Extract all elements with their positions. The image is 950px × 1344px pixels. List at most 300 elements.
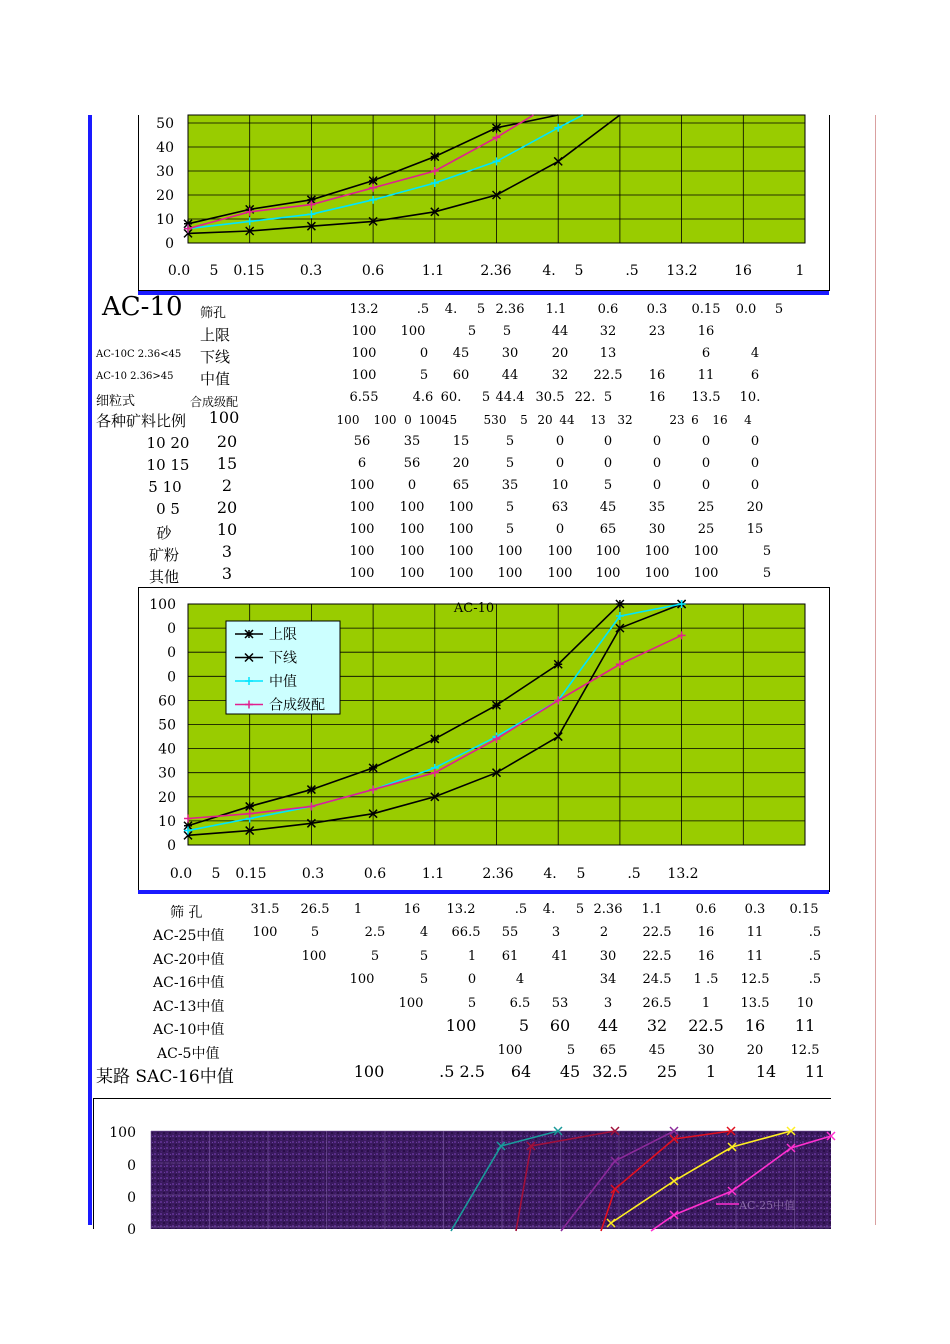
table-cell: 100: [445, 1016, 477, 1035]
table-cell: 100: [448, 566, 474, 581]
table-cell: 6.5: [509, 995, 531, 1011]
table-cell: 100: [399, 566, 425, 581]
table-cell: 100: [399, 522, 425, 537]
table-cell: 44.4: [495, 390, 525, 405]
table-cell: 6: [357, 456, 367, 471]
chart-3-y-tick: 0: [127, 1158, 136, 1174]
chart-2-y-tick: 100: [149, 597, 176, 613]
table-cell: 32: [617, 413, 633, 427]
chart-1-x-tick: 4.: [542, 263, 556, 279]
chart-1-y-tick: 30: [156, 164, 174, 180]
table-cell: 100: [349, 522, 375, 537]
mix-ratio: 2: [221, 476, 233, 495]
table-cell: 16: [697, 925, 715, 940]
chart-2-x-tick: 5: [576, 866, 586, 882]
table-cell: 0: [701, 456, 711, 471]
table-row: [0, 500, 950, 522]
mix-ratio: 10: [216, 520, 238, 539]
chart-1-y-tick: 20: [156, 188, 174, 204]
chart-2-x-tick: 1.1: [421, 866, 445, 882]
chart-2-y-tick: 60: [158, 693, 176, 710]
table-cell: 5: [505, 434, 515, 449]
table-cell: 20: [746, 1042, 764, 1058]
table-cell: 35: [403, 434, 421, 449]
table-cell: 56: [403, 456, 421, 471]
table-row: [0, 390, 950, 412]
table-cell: 15: [746, 522, 764, 537]
table-cell: 20: [537, 413, 553, 427]
table-cell: 41: [551, 948, 569, 964]
table-cell: 64: [510, 1062, 532, 1081]
table-cell: 34: [599, 972, 617, 987]
row-label: AC-16中值: [153, 975, 225, 991]
table-cell: 6: [750, 368, 760, 383]
chart-2-x-tick: 5: [211, 866, 221, 882]
table-cell: 44: [559, 413, 575, 427]
table-cell: 100: [595, 566, 621, 581]
table-cell: 11: [746, 948, 764, 964]
table-cell: 0: [419, 346, 429, 361]
table-cell: 5: [603, 478, 613, 493]
table-cell: 30: [599, 948, 617, 964]
chart-3-y-tick: 0: [127, 1222, 136, 1238]
table-cell: 61: [501, 948, 519, 964]
table-cell: 55: [501, 925, 519, 940]
table-cell: 100: [351, 324, 377, 339]
table-cell: 530: [483, 413, 507, 427]
chart-2-x-tick: 2.36: [482, 866, 514, 882]
chart-2-legend-label: 上限: [269, 627, 297, 643]
chart-1-point: [431, 153, 439, 161]
table-cell: 0: [652, 434, 662, 449]
chart-2-bottom-bar: [138, 890, 829, 894]
table-cell: 1: [705, 1062, 717, 1081]
table-cell: .5: [514, 902, 528, 917]
table-cell: 5: [419, 368, 429, 383]
table-cell: 25: [697, 522, 715, 537]
table-cell: 100: [644, 544, 670, 559]
table-cell: 22.5: [642, 925, 672, 940]
mix-name: 其他: [148, 568, 180, 586]
table-cell: 0.15: [789, 902, 819, 917]
table-cell: 26.5: [642, 995, 672, 1011]
chart-1-x-tick: 16: [734, 263, 752, 279]
row-prefix: 细粒式: [96, 394, 136, 409]
chart-2-legend-label: 合成级配: [269, 697, 325, 714]
table-cell: .5 2.5: [439, 1062, 485, 1081]
table-cell: 3: [551, 925, 561, 940]
table-cell: 4.: [542, 902, 556, 917]
table-cell: 53: [551, 995, 569, 1011]
table-cell: 1: [353, 902, 363, 917]
chart-2-plot: [139, 588, 829, 891]
table-cell: 0: [701, 434, 711, 449]
table-cell: 12.5: [740, 972, 770, 987]
table-row: [0, 456, 950, 478]
table-cell: 5: [566, 1042, 576, 1058]
chart-3-y-tick: 100: [109, 1125, 136, 1141]
table-cell: 4: [750, 346, 760, 361]
table-cell: 2.36: [593, 902, 623, 917]
row-prefix: AC-10 2.36>45: [96, 371, 174, 382]
chart-1-x-tick: 0.0: [167, 263, 191, 279]
chart-2-x-tick: 13.2: [667, 866, 699, 882]
table-row: [0, 346, 950, 368]
table-cell: 20: [551, 346, 569, 361]
table-cell: 100: [349, 500, 375, 515]
table-cell: 100: [497, 1042, 523, 1058]
table-cell: 32: [599, 324, 617, 339]
table-cell: 0: [555, 456, 565, 471]
table-cell: 65: [599, 1042, 617, 1058]
table-cell: 5: [419, 972, 429, 987]
chart-1-x-tick: 0.15: [233, 263, 265, 279]
chart-1-x-tick: 0.3: [299, 263, 323, 279]
chart-1-plot: [139, 115, 829, 290]
chart-3: [93, 1098, 831, 1238]
table-row: [0, 302, 950, 324]
mix-ratio: 20: [216, 432, 238, 451]
table-row: [0, 972, 950, 994]
table-cell: .5: [808, 948, 822, 964]
table-row: [0, 949, 950, 971]
table-cell: 4.: [444, 302, 458, 317]
row-label: AC-10中值: [153, 1022, 225, 1038]
table-cell: 44: [501, 368, 519, 383]
table-cell: 0: [701, 478, 711, 493]
table-cell: 10: [551, 478, 569, 493]
table-cell: 22.5: [593, 368, 623, 383]
table-cell: 16: [697, 324, 715, 339]
table-cell: 5: [481, 390, 491, 405]
table-cell: 16: [648, 368, 666, 383]
table-cell: 5: [419, 948, 429, 964]
row-label: AC-13中值: [153, 998, 225, 1015]
table-cell: 4: [419, 925, 429, 940]
table-cell: 100: [595, 544, 621, 559]
table-cell: 32: [646, 1016, 668, 1035]
table-cell: 0: [750, 478, 760, 493]
chart-2-legend-label: 中值: [269, 674, 297, 690]
table-cell: 11: [804, 1062, 826, 1081]
table-cell: 0: [652, 478, 662, 493]
table-cell: 100: [349, 478, 375, 493]
mix-ratio: 3: [221, 564, 233, 583]
row-label: 下线: [200, 348, 231, 366]
table-row: [0, 1016, 950, 1041]
chart-2-point: [616, 600, 624, 608]
table-cell: 6: [691, 413, 699, 427]
table-cell: 44: [597, 1016, 619, 1035]
table-cell: 65: [452, 478, 470, 493]
table-cell: 0: [652, 456, 662, 471]
table-cell: 1: [701, 995, 711, 1011]
table-row: [0, 544, 950, 566]
table-cell: 1.1: [545, 302, 567, 317]
chart-2-point: [307, 786, 315, 794]
chart-3-y-tick: 0: [127, 1190, 136, 1206]
table-cell: 10.: [739, 390, 761, 405]
table-cell: 16: [648, 390, 666, 405]
table-cell: 5: [502, 324, 512, 339]
mix-name: 砂: [156, 524, 172, 542]
table-cell: 5: [774, 302, 784, 317]
table-cell: 100: [399, 500, 425, 515]
table-cell: 0: [555, 434, 565, 449]
table-cell: 4.6: [412, 390, 434, 405]
mix-name: 0 5: [156, 500, 180, 518]
mix-name: 10 20: [146, 434, 190, 452]
table-cell: 15: [452, 434, 470, 449]
table-cell: 10045: [418, 413, 458, 427]
table-cell: 44: [551, 324, 569, 339]
chart-1-x-tick: 0.6: [361, 263, 385, 279]
table-cell: 23: [669, 413, 685, 427]
table-cell: 100: [693, 544, 719, 559]
table-cell: 100: [497, 544, 523, 559]
row-label: 上限: [200, 326, 231, 344]
chart-1-x-tick: 5: [209, 263, 219, 279]
table-cell: 45: [599, 500, 617, 515]
table-cell: 100: [547, 566, 573, 581]
table-cell: 45: [648, 1042, 666, 1058]
table-cell: 20: [452, 456, 470, 471]
table-cell: 60.: [440, 390, 462, 405]
table-row: [0, 566, 950, 588]
chart-1-y-tick: 0: [165, 236, 174, 252]
table-cell: 6.55: [349, 390, 379, 405]
table-cell: 100: [351, 346, 377, 361]
row-label: 合成级配: [190, 395, 239, 409]
table-row: [0, 478, 950, 500]
chart-2-y-tick: 0: [167, 621, 176, 638]
table-cell: 26.5: [300, 902, 330, 917]
table-cell: 13.5: [740, 995, 770, 1011]
table-cell: 30: [501, 346, 519, 361]
table-cell: 5: [505, 500, 515, 515]
table-cell: 35: [648, 500, 666, 515]
table-cell: 35: [501, 478, 519, 493]
mix-ratio: 3: [221, 542, 233, 561]
table-cell: 100: [252, 925, 278, 940]
table-cell: 3: [603, 995, 613, 1011]
table-cell: 100: [351, 368, 377, 383]
table-cell: 5: [505, 456, 515, 471]
chart-2-legend-label: 下线: [269, 650, 297, 667]
table-cell: 100: [448, 522, 474, 537]
row-label: 筛孔: [200, 306, 227, 321]
table-cell: 0: [603, 434, 613, 449]
table-cell: 0.0: [735, 302, 757, 317]
table-cell: 31.5: [250, 902, 280, 917]
table-cell: 100: [301, 948, 327, 964]
table-cell: 22.: [574, 390, 596, 405]
mix-total: 100: [208, 408, 240, 427]
table-cell: 0.6: [597, 302, 619, 317]
table-cell: 13: [590, 413, 606, 427]
table-cell: 0: [407, 478, 417, 493]
chart-2: [138, 587, 830, 892]
row-prefix: AC-10C 2.36<45: [96, 349, 182, 360]
table-cell: 5: [762, 566, 772, 581]
table-cell: 16: [697, 948, 715, 964]
table-row: [0, 410, 950, 432]
table-cell: .5: [808, 925, 822, 940]
section-title-ac10: AC-10: [102, 292, 183, 322]
mix-name: 10 15: [146, 456, 190, 474]
row-label: AC-25中值: [153, 928, 225, 944]
table-cell: 12.5: [790, 1042, 820, 1058]
chart-2-y-tick: 10: [158, 813, 176, 830]
table-cell: 5: [520, 413, 528, 427]
chart-1-bottom-bar: [138, 291, 829, 295]
table-cell: 5: [603, 390, 613, 405]
chart-2-point: [431, 735, 439, 743]
table-cell: 60: [549, 1016, 571, 1035]
table-cell: 63: [551, 500, 569, 515]
chart-2-x-tick: 0.3: [301, 866, 325, 882]
table-cell: 0.3: [646, 302, 668, 317]
table-row: [0, 925, 950, 947]
table-cell: .5: [808, 972, 822, 987]
chart-1-x-tick: 1.1: [421, 263, 445, 279]
table-cell: 22.5: [642, 948, 672, 964]
table-cell: .5: [416, 302, 430, 317]
chart-2-x-tick: 4.: [543, 866, 557, 882]
chart-1-point: [369, 177, 377, 185]
table-cell: 5: [467, 324, 477, 339]
chart-1-y-tick: 50: [156, 116, 174, 132]
table-cell: 45: [559, 1062, 581, 1081]
table-cell: 100: [336, 413, 360, 427]
table-cell: 11: [697, 368, 715, 383]
table-row: [0, 902, 950, 924]
table-cell: 16: [712, 413, 728, 427]
table-cell: 5: [476, 302, 486, 317]
table-cell: 100: [547, 544, 573, 559]
table-cell: 22.5: [688, 1016, 724, 1035]
chart-2-y-tick: 50: [158, 717, 176, 734]
chart-2-title: AC-10: [453, 601, 495, 616]
table-cell: 100: [448, 544, 474, 559]
table-row: [0, 522, 950, 544]
chart-2-y-tick: 40: [158, 741, 176, 758]
table-cell: 100: [398, 995, 424, 1011]
table-cell: 100: [448, 500, 474, 515]
table-cell: 100: [349, 544, 375, 559]
row-label: AC-20中值: [153, 951, 225, 968]
table-cell: 10: [796, 995, 814, 1011]
table-cell: 5: [762, 544, 772, 559]
chart-2-y-tick: 30: [158, 765, 176, 782]
table-cell: 0: [750, 434, 760, 449]
table-cell: 2.36: [495, 302, 525, 317]
chart-2-point: [246, 802, 254, 810]
table-cell: 0: [404, 413, 412, 427]
chart-1: [138, 115, 830, 291]
mix-name: 5 10: [148, 478, 182, 496]
table-cell: 0: [467, 972, 477, 987]
table-cell: 0: [555, 522, 565, 537]
table-cell: 5: [467, 995, 477, 1011]
table-row: [0, 434, 950, 456]
table-cell: 5: [518, 1016, 530, 1035]
chart-2-y-tick: 0: [167, 645, 176, 662]
chart-2-x-tick: 0.6: [363, 866, 387, 882]
chart-2-x-tick: .5: [627, 866, 641, 882]
table-cell: 5: [310, 925, 320, 940]
chart-2-x-tick: 0.0: [169, 866, 193, 882]
table-cell: 24.5: [642, 972, 672, 987]
table-cell: 5: [575, 902, 585, 917]
row-label: 某路 SAC-16中值: [96, 1067, 234, 1087]
table-cell: 100: [353, 1062, 385, 1081]
table-cell: 60: [452, 368, 470, 383]
table-row: [0, 368, 950, 390]
table-cell: 13.2: [446, 902, 476, 917]
table-cell: 5: [370, 948, 380, 964]
chart-1-point: [493, 124, 501, 132]
mix-name: 矿粉: [148, 546, 180, 564]
table-cell: 13: [599, 346, 617, 361]
table-cell: 66.5: [451, 925, 481, 940]
table-cell: 2: [599, 925, 609, 940]
table-cell: 100: [349, 972, 375, 987]
table-cell: 13.5: [691, 390, 721, 405]
chart-2-x-tick: 0.15: [235, 866, 267, 882]
chart-1-y-tick: 40: [156, 140, 174, 156]
table-cell: 1: [467, 948, 477, 964]
table-cell: 30: [648, 522, 666, 537]
table-cell: 25: [656, 1062, 678, 1081]
table-cell: 0: [603, 456, 613, 471]
row-label: AC-5中值: [157, 1045, 220, 1062]
table-row: [0, 1062, 950, 1087]
chart-1-x-tick: 5: [574, 263, 584, 279]
chart-2-y-tick: 20: [158, 789, 176, 806]
table-cell: 6: [701, 346, 711, 361]
chart-1-x-tick: 1: [795, 263, 805, 279]
chart-2-y-tick: 0: [167, 669, 176, 686]
mix-title: 各种矿料比例: [96, 412, 187, 430]
chart-2-point: [369, 764, 377, 772]
chart-1-x-tick: 2.36: [480, 263, 512, 279]
table-cell: 32.5: [592, 1062, 628, 1081]
table-cell: 2.5: [364, 925, 386, 940]
chart-2-legend-marker: [245, 630, 253, 638]
table-cell: 100: [644, 566, 670, 581]
table-cell: 0: [750, 456, 760, 471]
table-cell: 16: [403, 902, 421, 917]
table-cell: 5: [505, 522, 515, 537]
table-cell: 14: [755, 1062, 777, 1081]
row-label: 中值: [200, 370, 231, 388]
table-cell: 4: [515, 972, 525, 987]
table-cell: 20: [746, 500, 764, 515]
table-cell: 100: [349, 566, 375, 581]
chart-2-y-tick: 0: [167, 838, 176, 854]
table-cell: 32: [551, 368, 569, 383]
table-cell: 100: [399, 544, 425, 559]
table-cell: 1.1: [641, 902, 663, 917]
table-cell: 0.3: [744, 902, 766, 917]
table-cell: 11: [794, 1016, 816, 1035]
table-cell: 1 .5: [693, 972, 719, 987]
table-cell: 11: [746, 925, 764, 940]
chart-3-plot-area: [151, 1131, 831, 1229]
table-cell: 0.15: [691, 302, 721, 317]
table-cell: 100: [693, 566, 719, 581]
